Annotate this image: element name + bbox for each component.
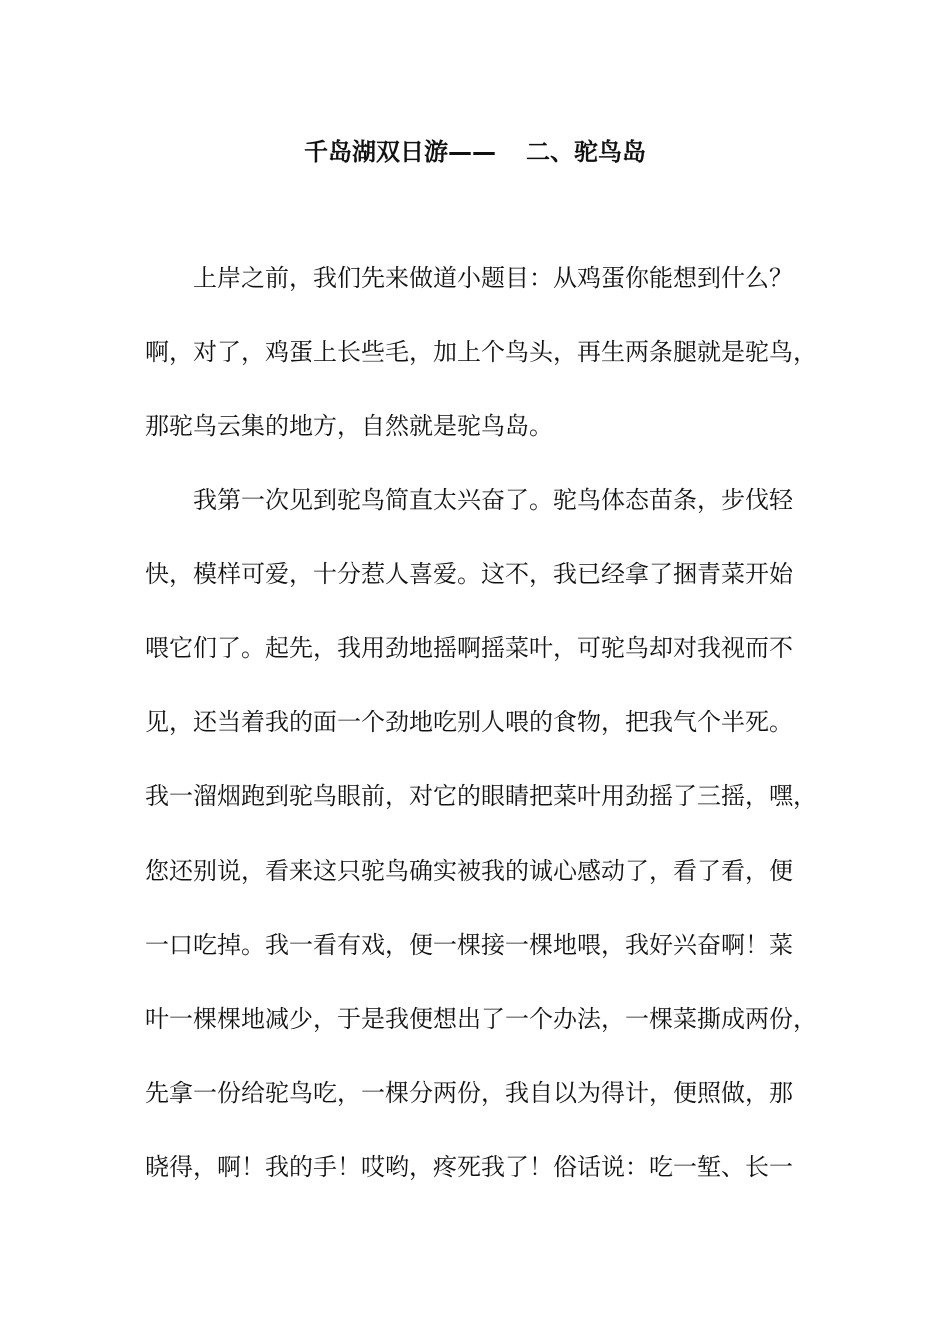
paragraph-line: 啊，对了，鸡蛋上长些毛，加上个鸟头，再生两条腿就是驼鸟， <box>145 338 817 366</box>
title-main: 千岛湖双日游—— <box>304 138 496 166</box>
document-title <box>0 136 950 168</box>
paragraph-line: 上岸之前，我们先来做道小题目：从鸡蛋你能想到什么？ <box>193 264 793 292</box>
title-sub: 二、驼鸟岛 <box>526 138 646 166</box>
paragraph-line: 您还别说，看来这只驼鸟确实被我的诚心感动了，看了看，便 <box>145 857 793 885</box>
paragraph-line: 一口吃掉。我一看有戏，便一棵接一棵地喂，我好兴奋啊！菜 <box>145 931 793 959</box>
paragraph-line: 快，模样可爱，十分惹人喜爱。这不，我已经拿了捆青菜开始 <box>145 560 793 588</box>
paragraph-line: 先拿一份给驼鸟吃，一棵分两份，我自以为得计，便照做，那 <box>145 1079 793 1107</box>
paragraph-line: 见，还当着我的面一个劲地吃别人喂的食物，把我气个半死。 <box>145 708 793 736</box>
paragraph-line: 我第一次见到驼鸟简直太兴奋了。驼鸟体态苗条，步伐轻 <box>193 486 793 514</box>
paragraph-line: 我一溜烟跑到驼鸟眼前，对它的眼睛把菜叶用劲摇了三摇，嘿， <box>145 782 817 810</box>
paragraph-line: 晓得，啊！我的手！哎哟，疼死我了！俗话说：吃一堑、长一 <box>145 1153 793 1181</box>
paragraph-line: 喂它们了。起先，我用劲地摇啊摇菜叶，可驼鸟却对我视而不 <box>145 634 793 662</box>
paragraph-line: 叶一棵棵地减少，于是我便想出了一个办法，一棵菜撕成两份， <box>145 1005 817 1033</box>
paragraph-line: 那驼鸟云集的地方，自然就是驼鸟岛。 <box>145 412 553 440</box>
